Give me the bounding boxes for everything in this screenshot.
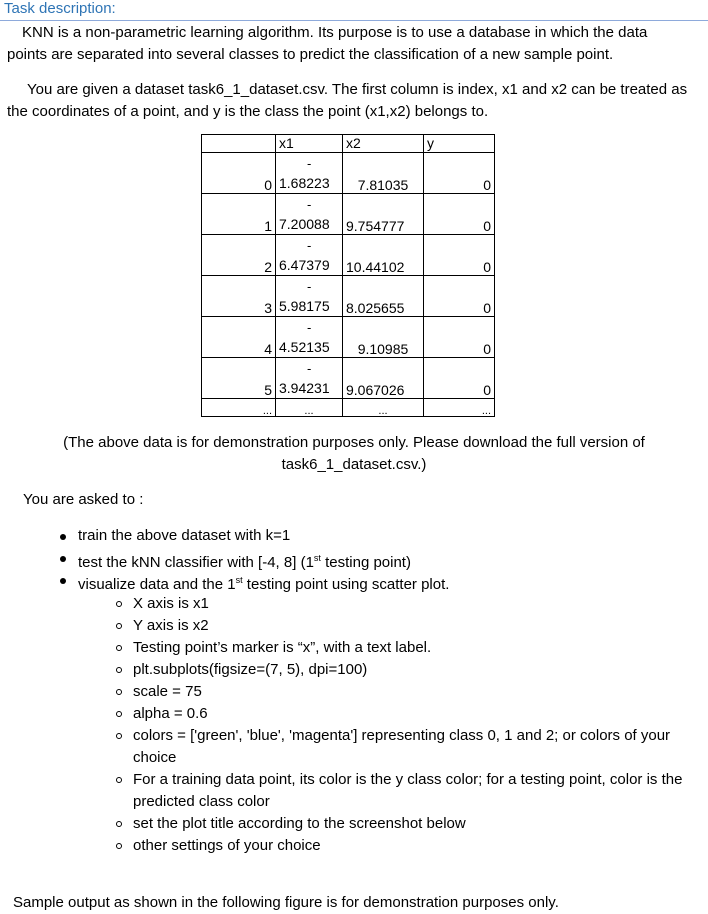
minus-sign: -: [307, 361, 312, 376]
plot-settings-list: [116, 593, 696, 857]
cell-x2: 9.754777: [343, 194, 424, 235]
cell-x1-value: 1.68223: [279, 175, 330, 191]
cell-y: 0: [424, 153, 495, 194]
circle-bullet-icon: [116, 645, 122, 651]
circle-bullet-icon: [116, 843, 122, 849]
superscript: st: [235, 575, 243, 585]
cell-index: 0: [202, 153, 276, 194]
minus-sign: -: [307, 238, 312, 253]
task-text: test the kNN classifier with [-4, 8] (1: [78, 554, 314, 571]
note-line-1: (The above data is for demonstration purposes only. Please download the full version of: [63, 434, 645, 451]
cell-x2: 9.067026: [343, 358, 424, 399]
intro-line-2: points are separated into several classes to predict the classification of a new sample point.: [7, 46, 614, 63]
setting-text: other settings of your choice: [133, 837, 321, 854]
cell-y: 0: [424, 194, 495, 235]
setting-text: plt.subplots(figsize=(7, 5), dpi=100): [133, 661, 368, 678]
list-item: [116, 813, 696, 835]
circle-bullet-icon: [116, 777, 122, 783]
list-item: [116, 659, 696, 681]
asked-label: You are asked to :: [23, 491, 144, 508]
setting-text: For a training data point, its color is the y class color; for a testing point, color is the predicted class color: [133, 771, 683, 810]
task-text: testing point using scatter plot.: [242, 576, 450, 593]
table-row: [202, 153, 495, 194]
setting-text: Y axis is x2: [133, 617, 209, 634]
task-text: train the above dataset with k=1: [78, 527, 291, 544]
cell-x2: 8.025655: [343, 276, 424, 317]
circle-bullet-icon: [116, 623, 122, 629]
sample-output-caption: Sample output as shown in the following figure is for demonstration purposes only.: [13, 894, 559, 911]
ellipsis-cell: ...: [424, 399, 495, 417]
cell-x1-value: 7.20088: [279, 216, 330, 232]
cell-x1-value: 3.94231: [279, 380, 330, 396]
heading-underline: [0, 20, 708, 21]
list-item: [116, 703, 696, 725]
cell-x2: 10.44102: [343, 235, 424, 276]
cell-index: 4: [202, 317, 276, 358]
section-heading: Task description:: [4, 0, 116, 17]
cell-index: 1: [202, 194, 276, 235]
cell-index: 5: [202, 358, 276, 399]
setting-text: set the plot title according to the screenshot below: [133, 815, 466, 832]
bullet-icon: [60, 556, 66, 562]
bullet-icon: [60, 578, 66, 584]
list-item: [60, 525, 449, 547]
header-index: [202, 135, 276, 153]
header-x1: x1: [276, 135, 343, 153]
setting-text: X axis is x1: [133, 595, 209, 612]
ellipsis-cell: ...: [276, 399, 343, 417]
list-item: [116, 769, 696, 813]
cell-x1: [276, 276, 343, 317]
task-list: [60, 525, 449, 591]
circle-bullet-icon: [116, 689, 122, 695]
list-item: [116, 725, 696, 769]
circle-bullet-icon: [116, 821, 122, 827]
note-line-2: task6_1_dataset.csv.): [281, 456, 427, 473]
circle-bullet-icon: [116, 601, 122, 607]
minus-sign: -: [307, 156, 312, 171]
list-item: [60, 569, 449, 591]
table-row: [202, 358, 495, 399]
circle-bullet-icon: [116, 733, 122, 739]
dataset-line-2: the coordinates of a point, and y is the class the point (x1,x2) belongs to.: [7, 103, 489, 120]
list-item: [116, 615, 696, 637]
cell-y: 0: [424, 358, 495, 399]
circle-bullet-icon: [116, 667, 122, 673]
setting-text: Testing point’s marker is “x”, with a text label.: [133, 639, 432, 656]
table-row: [202, 276, 495, 317]
list-item: [116, 637, 696, 659]
list-item: [116, 835, 696, 857]
cell-x1: [276, 358, 343, 399]
superscript: st: [313, 553, 321, 563]
table-row: [202, 194, 495, 235]
task-text: visualize data and the 1: [78, 576, 236, 593]
cell-x1: [276, 153, 343, 194]
minus-sign: -: [307, 197, 312, 212]
table-row: [202, 235, 495, 276]
setting-text: colors = ['green', 'blue', 'magenta'] representing class 0, 1 and 2; or colors of your choice: [133, 727, 671, 766]
setting-text: scale = 75: [133, 683, 202, 700]
header-x2: x2: [343, 135, 424, 153]
cell-index: 3: [202, 276, 276, 317]
cell-x1: [276, 235, 343, 276]
ellipsis-cell: ...: [343, 399, 424, 417]
cell-x1-value: 4.52135: [279, 339, 330, 355]
cell-index: 2: [202, 235, 276, 276]
setting-text: alpha = 0.6: [133, 705, 208, 722]
cell-x1: [276, 317, 343, 358]
list-item: [116, 593, 696, 615]
minus-sign: -: [307, 279, 312, 294]
table-row: [202, 317, 495, 358]
ellipsis-cell: ...: [202, 399, 276, 417]
cell-y: 0: [424, 317, 495, 358]
list-item: [60, 547, 449, 569]
list-item: [116, 681, 696, 703]
cell-x1-value: 5.98175: [279, 298, 330, 314]
circle-bullet-icon: [116, 711, 122, 717]
cell-x2: 9.10985: [343, 317, 424, 358]
intro-line-1: KNN is a non-parametric learning algorithm. Its purpose is to use a database in which the data: [22, 24, 648, 41]
task-text: testing point): [320, 554, 411, 571]
cell-x2: 7.81035: [343, 153, 424, 194]
cell-y: 0: [424, 276, 495, 317]
cell-x1-value: 6.47379: [279, 257, 330, 273]
minus-sign: -: [307, 320, 312, 335]
header-y: y: [424, 135, 495, 153]
table-header-row: [202, 135, 495, 153]
bullet-icon: [60, 534, 66, 540]
dataset-table: [201, 134, 495, 417]
dataset-line-1: You are given a dataset task6_1_dataset.csv. The first column is index, x1 and x2 can be treated as: [27, 81, 688, 98]
table-ellipsis-row: [202, 399, 495, 417]
cell-y: 0: [424, 235, 495, 276]
cell-x1: [276, 194, 343, 235]
